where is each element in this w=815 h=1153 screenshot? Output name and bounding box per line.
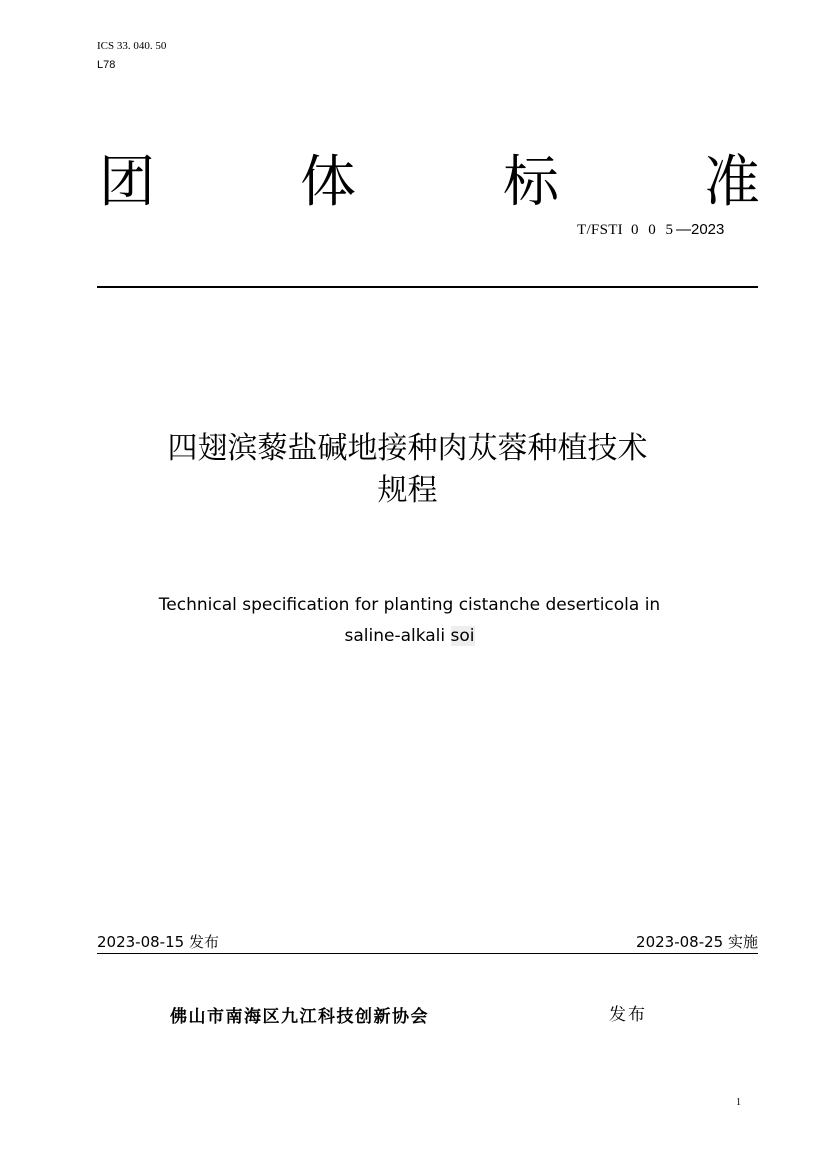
header-divider	[97, 286, 758, 288]
english-title-line-2	[97, 621, 722, 652]
english-title-line-2-main: saline-alkali	[344, 626, 451, 646]
standard-type-char-3: 标	[503, 150, 559, 215]
page-number: 1	[736, 1097, 741, 1108]
publish-date: 2023-08-15 发布	[97, 933, 219, 951]
standard-type-char-2: 体	[300, 150, 356, 215]
classification-code: L78	[97, 59, 116, 71]
issued-label: 发布	[609, 1005, 647, 1025]
date-divider	[97, 953, 758, 954]
ics-code: ICS 33. 040. 50	[97, 40, 167, 52]
standard-number-year: —2023	[675, 221, 725, 238]
standard-type-char-1: 团	[99, 150, 155, 215]
standard-number	[577, 220, 724, 239]
chinese-title-line-2: 规程	[377, 473, 438, 508]
chinese-title	[60, 428, 755, 512]
english-title-line-1: Technical specification for planting cistanche deserticola in	[158, 595, 661, 615]
standard-type-char-4: 准	[704, 150, 760, 215]
chinese-title-line-1: 四翅滨藜盐碱地接种肉苁蓉种植技术	[167, 431, 648, 466]
implementation-date: 2023-08-25 实施	[636, 933, 758, 951]
standard-number-prefix: T/FSTI	[577, 222, 623, 238]
english-title-highlighted-word: soi	[450, 626, 475, 646]
standard-number-digits: 0 0 5	[630, 222, 676, 238]
english-title	[97, 590, 722, 652]
issuing-organization: 佛山市南海区九江科技创新协会	[170, 1007, 429, 1027]
